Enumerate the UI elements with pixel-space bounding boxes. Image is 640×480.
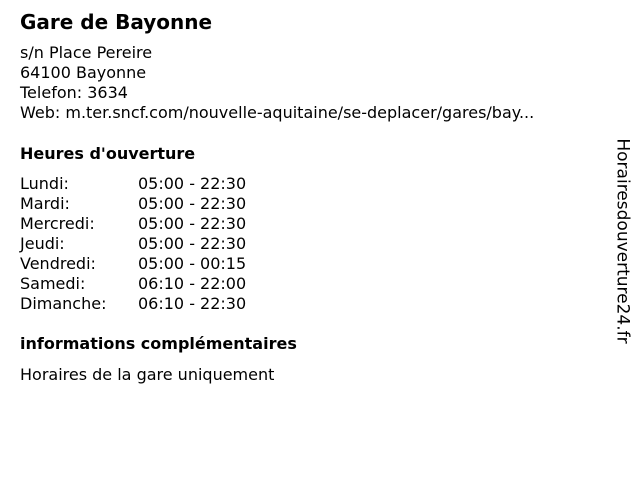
time-range: 06:10 - 22:00 [138,274,247,293]
time-range: 05:00 - 22:30 [138,214,247,233]
station-address [20,43,534,123]
day-label: Jeudi: [20,234,65,253]
city-line: 64100 Bayonne [20,63,147,82]
site-watermark [612,136,634,346]
day-label: Vendredi: [20,254,96,273]
time-range: 05:00 - 22:30 [138,194,247,213]
time-range: 05:00 - 00:15 [138,254,247,273]
web-line[interactable]: Web: m.ter.sncf.com/nouvelle-aquitaine/se-deplacer/gares/bay... [20,103,535,122]
time-range: 06:10 - 22:30 [138,294,247,313]
day-label: Dimanche: [20,294,107,313]
phone-line: Telefon: 3634 [20,83,128,102]
day-label: Mercredi: [20,214,95,233]
day-label: Samedi: [20,274,86,293]
additional-info-text: Horaires de la gare uniquement [20,365,275,384]
day-label: Mardi: [20,194,70,213]
opening-hours-heading: Heures d'ouverture [20,144,196,163]
day-label: Lundi: [20,174,69,193]
additional-info-heading: informations complémentaires [20,334,297,353]
street-line: s/n Place Pereire [20,43,153,62]
watermark-text: Horairesdouverture24.fr [613,138,633,344]
time-range: 05:00 - 22:30 [138,174,247,193]
station-title: Gare de Bayonne [20,10,213,34]
time-range: 05:00 - 22:30 [138,234,247,253]
